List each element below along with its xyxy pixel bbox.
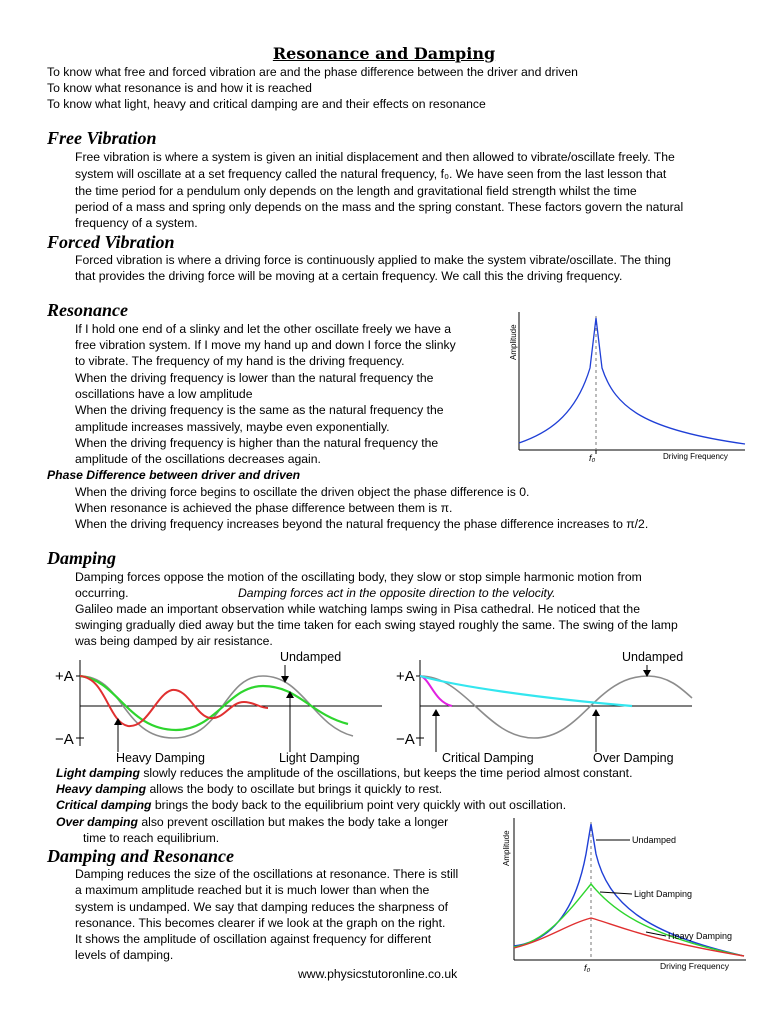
paragraph-line: to vibrate. The frequency of my hand is the driving frequency. <box>75 354 405 368</box>
heading-damping-and-resonance: Damping and Resonance <box>47 846 235 866</box>
damping-resonance-graph <box>496 814 751 976</box>
arrow-head <box>432 709 440 716</box>
term: Light damping <box>56 766 140 780</box>
paragraph-line: Free vibration is where a system is given an initial displacement and then allowed to vibrate/oscillate freely. The <box>75 150 675 164</box>
paragraph-line: a maximum amplitude reached but it is much lower than when the <box>75 883 430 897</box>
light-damping-label: Light Damping <box>634 889 693 899</box>
paragraph-line: levels of damping. <box>75 948 174 962</box>
over-damping-curve <box>420 676 632 706</box>
objective: To know what free and forced vibration are and the phase difference between the driver and driven <box>47 65 578 79</box>
undamped-label: Undamped <box>632 835 677 845</box>
y-axis-label: Amplitude <box>502 830 511 866</box>
footer-url: www.physicstutoronline.co.uk <box>298 967 458 981</box>
x-axis-label: Driving Frequency <box>660 961 729 971</box>
paragraph-line: was being damped by air resistance. <box>75 634 273 648</box>
paragraph-line: free vibration system. If I move my hand up and down I force the slinky <box>75 338 456 352</box>
paragraph-line: resonance. This becomes clearer if we look at the graph on the right. <box>75 916 446 930</box>
heading-resonance: Resonance <box>47 300 128 320</box>
resonance-curve <box>519 318 745 444</box>
objective: To know what resonance is and how it is reached <box>47 81 312 95</box>
damping-figure-right <box>396 646 696 768</box>
f0-label: f₀ <box>589 453 596 463</box>
critical-damping-label: Critical Damping <box>442 751 534 765</box>
term: Heavy damping <box>56 782 147 796</box>
paragraph-line: It shows the amplitude of oscillation against frequency for different <box>75 932 432 946</box>
definition: slowly reduces the amplitude of the oscillations, but keeps the time period almost constant. <box>139 766 633 780</box>
over-damping-label: Over Damping <box>593 751 674 765</box>
paragraph-line: amplitude of the oscillations decreases again. <box>75 452 321 466</box>
paragraph-line: Damping reduces the size of the oscillations at resonance. There is still <box>75 867 459 881</box>
leader-line <box>600 892 632 894</box>
definition: also prevent oscillation but makes the body take a longer <box>137 815 449 829</box>
paragraph-line: When resonance is achieved the phase difference between them is π. <box>75 501 453 515</box>
damping-type-light <box>56 765 632 782</box>
light-damping-label: Light Damping <box>279 751 360 765</box>
paragraph-line: If I hold one end of a slinky and let the other oscillate freely we have a <box>75 322 452 336</box>
paragraph-line: Galileo made an important observation while watching lamps swing in Pisa cathedral. He noticed that the <box>75 602 640 616</box>
minus-a-label: −A <box>55 731 74 748</box>
paragraph-line: oscillations have a low amplitude <box>75 387 253 401</box>
damping-type-over <box>56 814 448 831</box>
resonance-graph <box>505 308 750 468</box>
paragraph-line: system will oscillate at a set frequency called the natural frequency, f₀. We have seen from the last lesson that <box>75 167 667 181</box>
paragraph-line: the time period for a pendulum only depends on the length and gravitational field strength whilst the time <box>75 184 637 198</box>
paragraph-line: amplitude increases massively, maybe even exponentially. <box>75 420 390 434</box>
paragraph-line: When the driving frequency is lower than the natural frequency the <box>75 371 434 385</box>
page-title: Resonance and Damping <box>272 44 496 63</box>
term: Over damping <box>56 815 138 829</box>
y-axis-label: Amplitude <box>509 324 518 360</box>
damping-figure-left <box>48 646 388 768</box>
paragraph-line: When the driving force begins to oscillate the driven object the phase difference is 0. <box>75 485 530 499</box>
x-axis-label: Driving Frequency <box>663 452 728 461</box>
undamped-label: Undamped <box>280 650 342 664</box>
paragraph-line: occurring. <box>75 586 129 600</box>
damping-type-critical <box>56 797 566 814</box>
arrow-head <box>281 676 289 683</box>
definition: brings the body back to the equilibrium point very quickly with out oscillation. <box>151 798 567 812</box>
paragraph-line: Forced vibration is where a driving force is continuously applied to make the system vibrate/oscillate. The thing <box>75 253 671 267</box>
heading-damping: Damping <box>47 548 117 568</box>
definition: allows the body to oscillate but brings it quickly to rest. <box>146 782 443 796</box>
paragraph-line: swinging gradually died away but the time taken for each swing stayed roughly the same. The swing of the lamp <box>75 618 678 632</box>
paragraph-line: system is undamped. We say that damping reduces the sharpness of <box>75 900 449 914</box>
f0-label: f₀ <box>584 963 591 973</box>
plus-a-label: +A <box>396 668 415 685</box>
heading-free-vibration: Free Vibration <box>47 128 157 148</box>
plus-a-label: +A <box>55 668 74 685</box>
light-damping-curve <box>514 884 744 956</box>
paragraph-line: When the driving frequency is the same as the natural frequency the <box>75 403 444 417</box>
undamped-label: Undamped <box>622 650 684 664</box>
term: Critical damping <box>56 798 152 812</box>
damping-type-heavy <box>56 781 442 798</box>
paragraph-line: Damping forces oppose the motion of the oscillating body, they slow or stop simple harmonic motion from <box>75 570 642 584</box>
paragraph-line: When the driving frequency increases beyond the natural frequency the phase difference increases to π/2. <box>75 517 649 531</box>
subheading-phase-difference: Phase Difference between driver and driven <box>47 468 301 482</box>
minus-a-label: −A <box>396 731 415 748</box>
paragraph-line: period of a mass and spring only depends on the mass and the spring constant. These factors govern the natural <box>75 200 684 214</box>
paragraph-line: When the driving frequency is higher than the natural frequency the <box>75 436 439 450</box>
objective: To know what light, heavy and critical damping are and their effects on resonance <box>47 97 486 111</box>
paragraph-line: that provides the driving force will be moving at a certain frequency. We call this the driving frequency. <box>75 269 623 283</box>
heavy-damping-curve <box>80 676 268 726</box>
paragraph-line: time to reach equilibrium. <box>83 831 220 845</box>
italic-note: Damping forces act in the opposite direction to the velocity. <box>238 586 556 600</box>
heading-forced-vibration: Forced Vibration <box>47 232 175 252</box>
heavy-damping-label: Heavy Damping <box>668 931 733 941</box>
heavy-damping-label: Heavy Damping <box>116 751 205 765</box>
arrow-head <box>592 709 600 716</box>
paragraph-line: frequency of a system. <box>75 216 198 230</box>
